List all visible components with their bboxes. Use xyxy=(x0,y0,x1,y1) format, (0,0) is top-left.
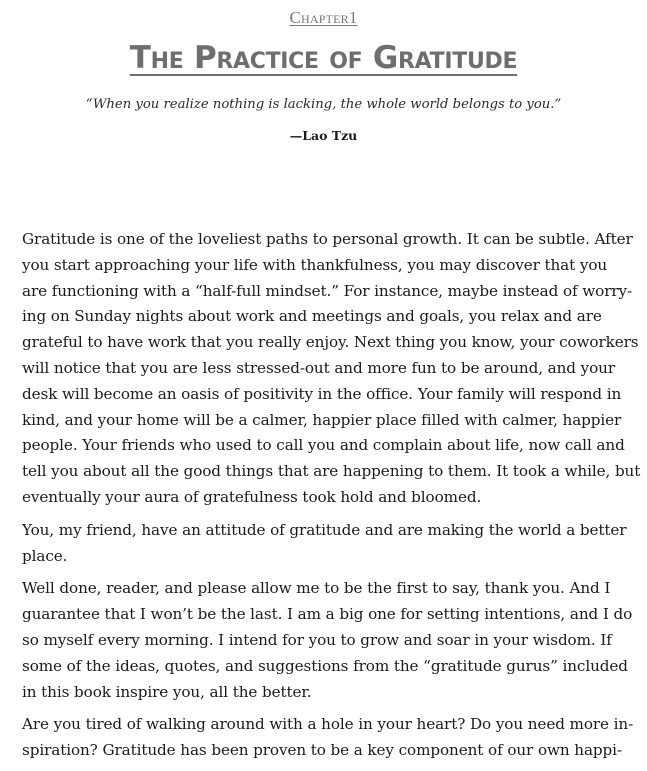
body-text xyxy=(22,227,641,771)
text-line: are functioning with a “half-full mindset.” For instance, maybe instead of worry- xyxy=(22,281,633,300)
paragraph xyxy=(22,518,627,570)
text-line: you start approaching your life with thankfulness, you may discover that you xyxy=(22,255,608,274)
paragraph xyxy=(22,227,641,511)
epigraph-quote: “When you realize nothing is lacking, the whole world belongs to you.” xyxy=(85,97,562,112)
paragraph xyxy=(22,576,633,705)
chapter-title: The Practice of Gratitude xyxy=(129,40,518,76)
text-line: Gratitude is one of the loveliest paths to personal growth. It can be subtle. After xyxy=(22,230,633,248)
text-line: tell you about all the good things that are happening to them. It took a while, but xyxy=(22,462,641,481)
text-line: will notice that you are less stressed-out and more fun to be around, and your xyxy=(22,358,616,377)
paragraph xyxy=(22,712,634,764)
text-line: so myself every morning. I intend for you to grow and soar in your wisdom. If xyxy=(22,630,612,649)
text-line: guarantee that I won’t be the last. I am a big one for setting intentions, and I do xyxy=(22,605,633,624)
text-line: people. Your friends who used to call you and complain about life, now call and xyxy=(22,436,625,455)
text-line: desk will become an oasis of positivity in the office. Your family will respond in xyxy=(22,384,622,403)
text-line: ing on Sunday nights about work and meetings and goals, you relax and are xyxy=(22,307,602,326)
text-line: kind, and your home will be a calmer, happier place filled with calmer, happier xyxy=(22,410,622,429)
chapter-label: Chapter1 xyxy=(289,8,358,27)
text-line: Well done, reader, and please allow me to be the first to say, thank you. And I xyxy=(22,579,611,598)
text-line: some of the ideas, quotes, and suggestions from the “gratitude gurus” included xyxy=(22,656,628,675)
text-line: eventually your aura of gratefulness took hold and bloomed. xyxy=(22,487,482,506)
text-line: place. xyxy=(22,546,68,565)
text-line: spiration? Gratitude has been proven to be a key component of our own happi- xyxy=(22,741,622,760)
text-line: grateful to have work that you really enjoy. Next thing you know, your coworkers xyxy=(22,333,639,352)
epigraph-attribution: —Lao Tzu xyxy=(289,128,358,143)
text-line: in this book inspire you, all the better. xyxy=(22,682,312,701)
text-line: Are you tired of walking around with a hole in your heart? Do you need more in- xyxy=(22,715,634,734)
text-line: You, my friend, have an attitude of gratitude and are making the world a better xyxy=(22,520,627,539)
